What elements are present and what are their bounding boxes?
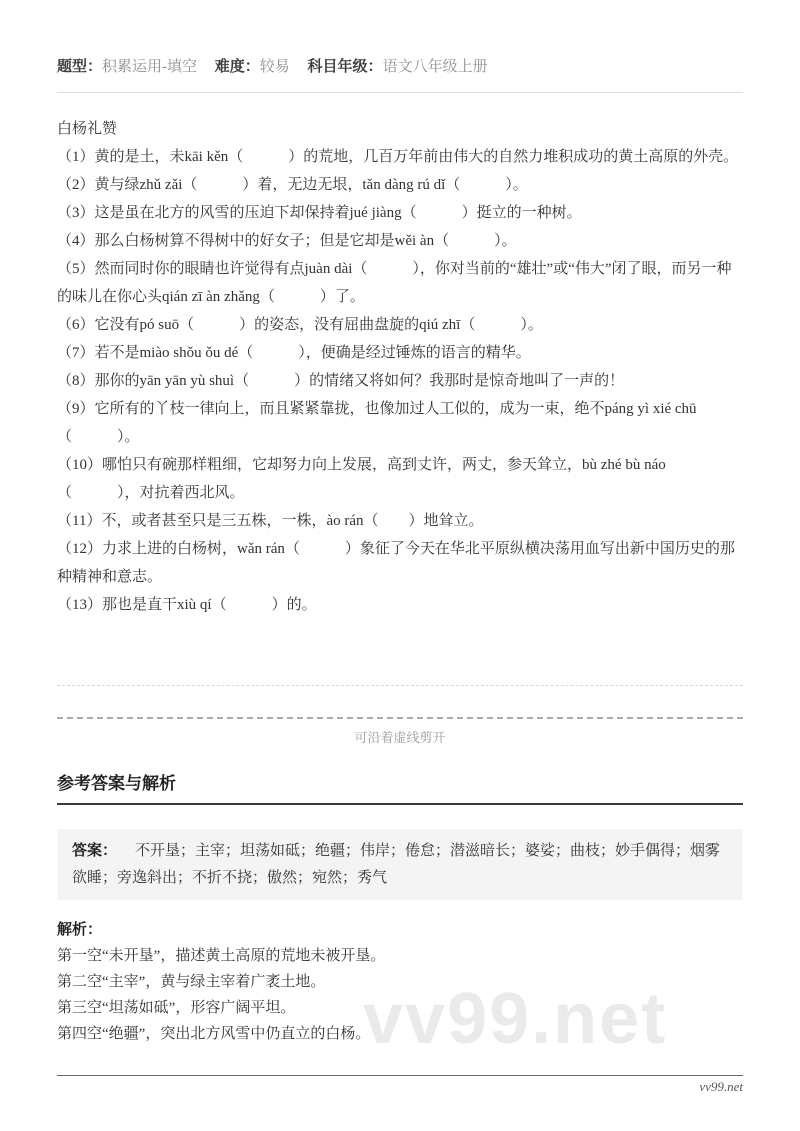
meta-label-difficulty: 难度：	[214, 58, 260, 75]
worksheet-item-5: （5）然而同时你的眼睛也许觉得有点juàn dài（ ），你对当前的“雄壮”或“伟大”闭了眼，而另一种的味儿在你心头qián zī àn zhǎng（ ）了。	[57, 261, 732, 305]
header-meta	[57, 58, 743, 93]
meta-label-question-type: 题型：	[57, 58, 103, 75]
analysis-line-2: 第二空“主宰”，黄与绿主宰着广袤土地。	[57, 974, 326, 990]
answer-text: 不开垦；主宰；坦荡如砥；绝疆；伟岸；倦怠；潜滋暗长；婆娑；曲枝；妙手偶得；烟雾欲睡；旁逸斜出；不折不挠；傲然；宛然；秀气	[72, 843, 721, 886]
meta-value-subject-grade: 语文八年级上册	[382, 59, 488, 75]
worksheet-item-7: （7）若不是miào shǒu ǒu dé（ ），便确是经过锤炼的语言的精华。	[57, 345, 531, 361]
worksheet-item-8: （8）那你的yān yān yù shuì（ ）的情绪又将如何？我那时是惊奇地叫了一声的！	[57, 373, 625, 389]
meta-value-question-type: 积累运用-填空	[102, 59, 198, 75]
worksheet-title: 白杨礼赞	[57, 121, 118, 137]
worksheet-item-4: （4）那么白杨树算不得树中的好女子；但是它却是wěi àn（ ）。	[57, 233, 517, 249]
dashed-divider-light	[57, 685, 743, 686]
worksheet-body	[57, 115, 743, 619]
worksheet-item-10: （10）哪怕只有碗那样粗细，它却努力向上发展，高到丈许，两丈，参天耸立，bù zhé bù náo（ ），对抗着西北风。	[57, 457, 666, 501]
footer-site: vv99.net	[699, 1079, 743, 1094]
answers-heading: 参考答案与解析	[57, 773, 743, 805]
meta-value-difficulty: 较易	[259, 59, 290, 75]
analysis-label: 解析：	[57, 921, 103, 938]
worksheet-item-2: （2）黄与绿zhǔ zǎi（ ）着，无边无垠，tǎn dàng rú dǐ（ ）。	[57, 177, 528, 193]
worksheet-item-12: （12）力求上进的白杨树，wǎn rán（ ）象征了今天在华北平原纵横决荡用血写出新中国历史的那种精神和意志。	[57, 541, 735, 585]
analysis-line-3: 第三空“坦荡如砥”，形容广阔平坦。	[57, 1000, 296, 1016]
cut-area	[57, 685, 743, 746]
analysis-section	[57, 917, 743, 1047]
worksheet-item-9: （9）它所有的丫枝一律向上，而且紧紧靠拢，也像加过人工似的，成为一束，绝不páng yì xié chū（ ）。	[57, 401, 697, 445]
analysis-line-1: 第一空“未开垦”，描述黄土高原的荒地未被开垦。	[57, 948, 386, 964]
worksheet-item-6: （6）它没有pó suō（ ）的姿态，没有屈曲盘旋的qiú zhī（ ）。	[57, 317, 543, 333]
watermark: vv99.net	[363, 979, 668, 1059]
worksheet-item-13: （13）那也是直干xiù qí（ ）的。	[57, 597, 317, 613]
answer-label: 答案：	[72, 842, 118, 859]
answer-box	[57, 829, 743, 900]
cut-caption: 可沿着虚线剪开	[354, 730, 446, 745]
worksheet-item-11: （11）不，或者甚至只是三五株，一株，ào rán（ ）地耸立。	[57, 513, 484, 529]
analysis-line-4: 第四空“绝疆”，突出北方风雪中仍直立的白杨。	[57, 1026, 371, 1042]
worksheet-item-1: （1）黄的是土，未kāi kěn（ ）的荒地，几百万年前由伟大的自然力堆积成功的黄土高原的外壳。	[57, 149, 739, 165]
dashed-divider-bold	[57, 717, 743, 719]
footer-divider	[57, 1075, 743, 1076]
meta-label-subject-grade: 科目年级：	[307, 58, 383, 75]
worksheet-item-3: （3）这是虽在北方的风雪的压迫下却保持着jué jiàng（ ）挺立的一种树。	[57, 205, 582, 221]
